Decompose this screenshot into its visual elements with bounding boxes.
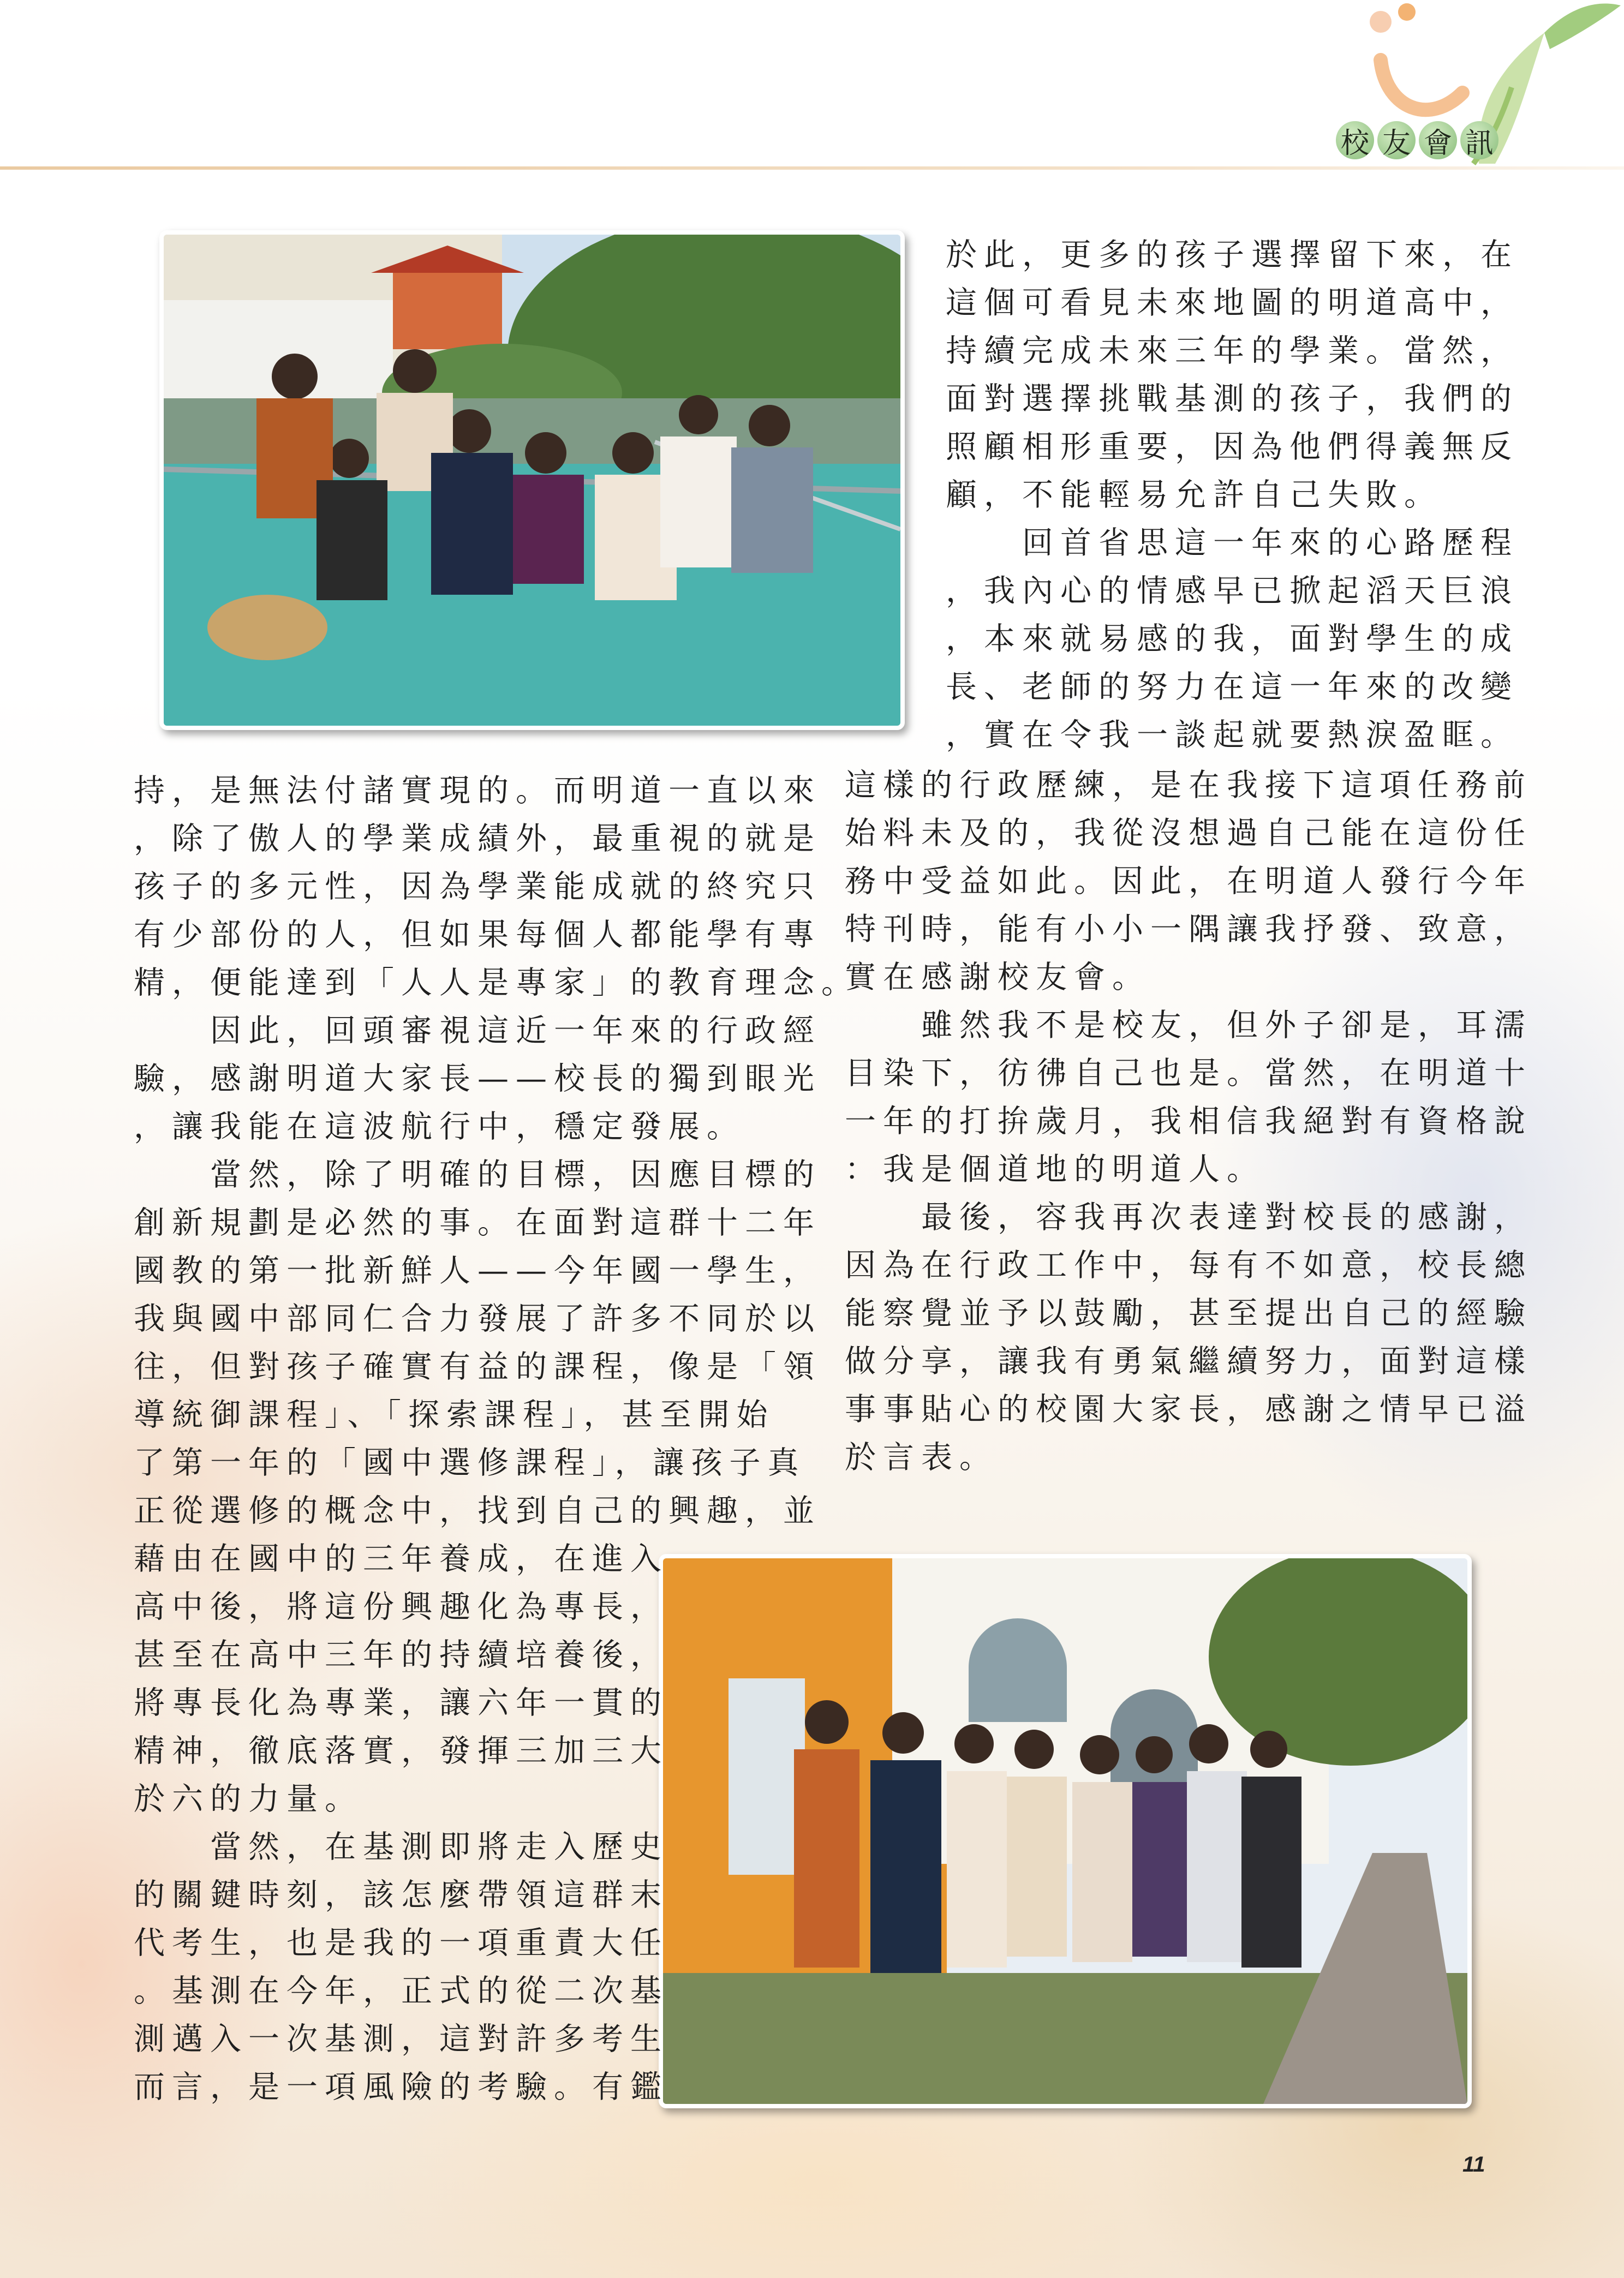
text-line: 藉由在國中的三年養成，在進入 (134, 1541, 668, 1577)
text-line: 孩子的多元性，因為學業能成就的終究只 (134, 869, 821, 905)
text-line: ：我是個道地的明道人。 (845, 1151, 1265, 1187)
text-line: 將專長化為專業，讓六年一貫的 (134, 1685, 668, 1721)
text-line: 有少部份的人，但如果每個人都能學有專 (134, 917, 821, 953)
section-title-char: 訊 (1460, 121, 1498, 159)
text-column-left-main (134, 767, 859, 1535)
text-line: 導統御課程」、「探索課程」，甚至開始 (134, 1397, 775, 1433)
text-line: 始料未及的，我從沒想過自己能在這份任 (845, 815, 1532, 851)
text-line: 測邁入一次基測，這對許多考生 (134, 2021, 668, 2057)
page-number: 11 (1462, 2153, 1485, 2177)
text-line: 精神，徹底落實，發揮三加三大 (134, 1733, 668, 1769)
text-line: 國教的第一批新鮮人——今年國一學生， (134, 1253, 821, 1289)
text-line: ，本來就易感的我，面對學生的成 (946, 621, 1519, 657)
text-line: 實在感謝校友會。 (845, 959, 1150, 995)
text-line: 長、老師的努力在這一年來的改變 (946, 669, 1519, 705)
text-line: 當然，除了明確的目標，因應目標的 (134, 1157, 821, 1193)
text-line: 甚至在高中三年的持續培養後， (134, 1637, 668, 1673)
section-title-char: 會 (1419, 121, 1457, 159)
text-line: 一年的打拚歲月，我相信我絕對有資格說 (845, 1103, 1532, 1139)
photo-building-group (659, 1554, 1472, 2108)
text-line: 最後，容我再次表達對校長的感謝， (845, 1199, 1532, 1235)
text-line: 特刊時，能有小小一隅讓我抒發、致意， (845, 911, 1532, 947)
text-line: 當然，在基測即將走入歷史 (134, 1829, 668, 1865)
text-line: 這個可看見未來地圖的明道高中， (946, 285, 1519, 321)
text-line: 這樣的行政歷練，是在我接下這項任務前 (845, 767, 1532, 803)
text-line: ，我內心的情感早已掀起滔天巨浪 (946, 573, 1519, 609)
text-line: 持，是無法付諸實現的。而明道一直以來 (134, 773, 821, 809)
text-line: 正從選修的概念中，找到自己的興趣，並 (134, 1493, 821, 1529)
text-line: ，實在令我一談起就要熱淚盈眶。 (946, 717, 1519, 753)
text-line: 驗，感謝明道大家長——校長的獨到眼光 (134, 1061, 821, 1097)
text-line: 因為在行政工作中，每有不如意，校長總 (845, 1247, 1532, 1283)
text-line: 能察覺並予以鼓勵，甚至提出自己的經驗 (845, 1295, 1532, 1331)
text-column-right-main (845, 761, 1532, 1481)
text-line: 往，但對孩子確實有益的課程，像是「領 (134, 1349, 821, 1385)
text-line: 我與國中部同仁合力發展了許多不同於以 (134, 1301, 821, 1337)
text-line: 照顧相形重要，因為他們得義無反 (946, 429, 1519, 465)
text-line: 於此，更多的孩子選擇留下來，在 (946, 237, 1519, 273)
text-line: 因此，回頭審視這近一年來的行政經 (134, 1013, 821, 1049)
text-line: ，讓我能在這波航行中，穩定發展。 (134, 1109, 745, 1145)
text-line: 雖然我不是校友，但外子卻是，耳濡 (845, 1007, 1532, 1043)
text-line: 創新規劃是必然的事。在面對這群十二年 (134, 1205, 821, 1241)
text-line: 面對選擇挑戰基測的孩子，我們的 (946, 381, 1519, 417)
text-line: 而言，是一項風險的考驗。有鑑 (134, 2069, 668, 2105)
text-line: 顧，不能輕易允許自己失敗。 (946, 477, 1442, 513)
text-line: 務中受益如此。因此，在明道人發行今年 (845, 863, 1532, 899)
section-title-char: 友 (1377, 121, 1416, 159)
section-title (1336, 121, 1498, 166)
text-line: 了第一年的「國中選修課程」，讓孩子真 (134, 1445, 806, 1481)
text-column-right-top (946, 231, 1519, 759)
text-column-left-narrow (134, 1535, 668, 2111)
section-title-char: 校 (1336, 121, 1374, 159)
text-line: ，除了傲人的學業成績外，最重視的就是 (134, 821, 821, 857)
text-line: 高中後，將這份興趣化為專長， (134, 1589, 668, 1625)
text-line: 回首省思這一年來的心路歷程 (946, 525, 1519, 561)
text-line: 持續完成未來三年的學業。當然， (946, 333, 1519, 369)
text-line: 於言表。 (845, 1439, 998, 1475)
text-line: 事事貼心的校園大家長，感謝之情早已溢 (845, 1391, 1532, 1427)
text-line: 代考生，也是我的一項重責大任 (134, 1925, 668, 1961)
text-line: 精，便能達到「人人是專家」的教育理念。 (134, 965, 859, 1001)
text-line: 做分享，讓我有勇氣繼續努力，面對這樣 (845, 1343, 1532, 1379)
photo-boat-group (159, 230, 905, 730)
text-line: 的關鍵時刻，該怎麼帶領這群末 (134, 1877, 668, 1913)
text-line: 目染下，彷彿自己也是。當然，在明道十 (845, 1055, 1532, 1091)
text-line: 於六的力量。 (134, 1781, 363, 1817)
text-line: 。基測在今年，正式的從二次基 (134, 1973, 668, 2009)
